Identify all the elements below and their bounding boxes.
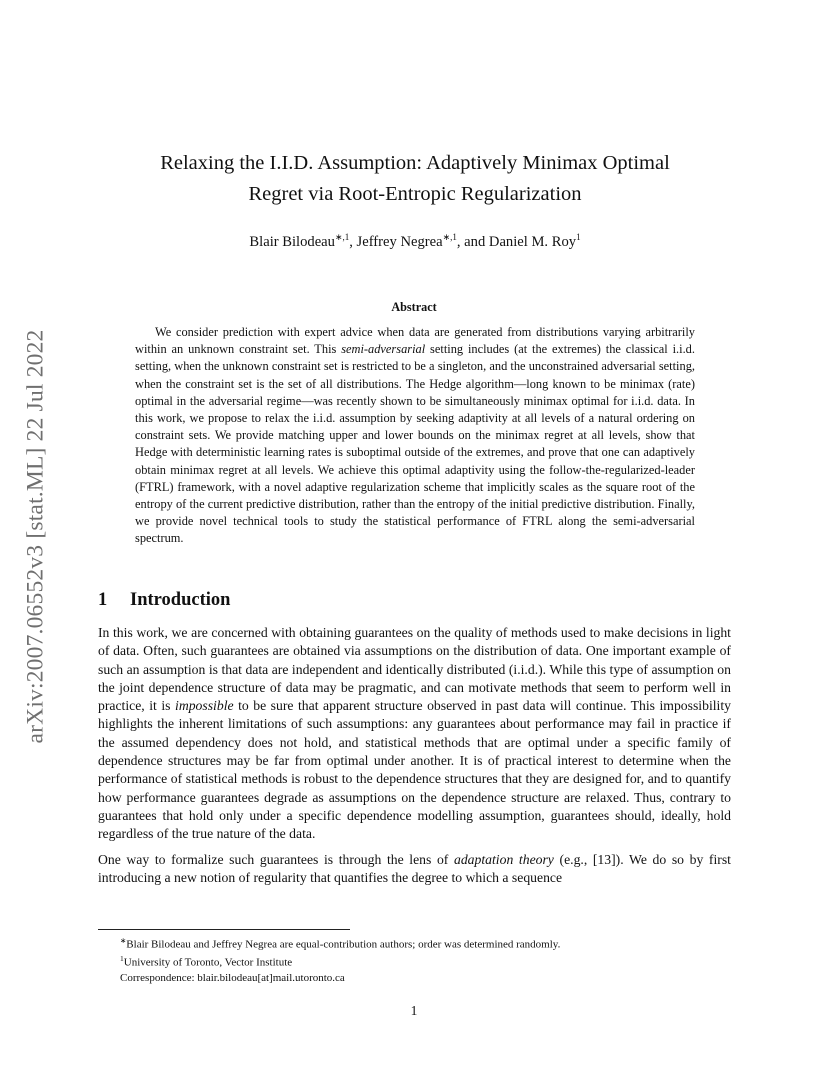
body-text-span: One way to formalize such guarantees is through the lens of bbox=[98, 851, 454, 867]
footnote-text: Correspondence: blair.bilodeau[at]mail.utoronto.ca bbox=[120, 971, 345, 984]
author-list: Blair Bilodeau$^{∗,1}$, Jeffrey Negrea$^{∗,1}$, and Daniel M. Roy$^1$ bbox=[249, 232, 581, 250]
footnote-text: Blair Bilodeau and Jeffrey Negrea are equal-contribution authors; order was determined randomly. bbox=[126, 938, 561, 951]
footnotes bbox=[120, 934, 730, 985]
author-name: Jeffrey Negrea bbox=[356, 233, 443, 250]
body-text-span: (e.g., [13]). We do so by first introducing a new notion of regularity that quantifies the degree to which a sequence bbox=[98, 851, 731, 885]
section-number: 1 bbox=[98, 590, 108, 610]
author-name: Daniel M. Roy bbox=[488, 233, 577, 250]
abstract-body bbox=[135, 324, 695, 548]
abstract-emphasis: semi-adversarial bbox=[341, 342, 426, 357]
body-paragraph-1 bbox=[98, 624, 731, 844]
body-text-span: In this work, we are concerned with obtaining guarantees on the quality of methods used to make decisions in light of data. Often, such guarantees are obtained via assumptions on the distribution of data. One important example of such an assumption is that data are independent and identically distributed (i.i.d.). While this type of assumption on the joint dependence structure of data may be pragmatic, and can motivate methods that seem to perform well in practice, it is bbox=[98, 625, 731, 714]
title-line-1: Relaxing the I.I.D. Assumption: Adaptively Minimax Optimal bbox=[160, 152, 670, 174]
paper-title bbox=[95, 148, 735, 210]
footnote-text: University of Toronto, Vector Institute bbox=[123, 956, 293, 969]
author-marks: ∗,1 bbox=[442, 232, 457, 242]
footnote-mark: 1 bbox=[120, 954, 124, 964]
footnote bbox=[120, 971, 730, 986]
footnote-mark: ∗ bbox=[120, 936, 127, 945]
section-title: Introduction bbox=[130, 590, 231, 610]
page-number: 1 bbox=[410, 1003, 418, 1018]
body-paragraph-2 bbox=[98, 851, 731, 888]
author-marks: ∗,1 bbox=[334, 232, 350, 242]
body-emphasis: adaptation theory bbox=[453, 851, 554, 867]
footnote bbox=[120, 934, 730, 952]
abstract-heading: Abstract bbox=[391, 300, 437, 314]
arxiv-identifier: arXiv:2007.06552v3 [stat.ML] 22 Jul 2022 bbox=[22, 329, 49, 743]
title-line-2: Regret via Root-Entropic Regularization bbox=[248, 183, 582, 205]
abstract-paragraph bbox=[135, 324, 695, 548]
arxiv-sidebar bbox=[6, 0, 66, 1072]
body-emphasis: impossible bbox=[175, 698, 234, 714]
abstract-text: setting includes (at the extremes) the classical i.i.d. setting, when the unknown constraint set is restricted to be a singleton, and the unconstrained adversarial setting, when the constraint set is the set of all distributions. The Hedge algorithm—long known to be minimax (rate) optimal in the adversarial regime—was recently shown to be simultaneously minimax optimal for i.i.d. data. In this work, we propose to relax the i.i.d. assumption by seeking adaptivity at all levels of a natural ordering on constraint sets. We provide matching upper and lower bounds on the minimax regret at all levels, show that Hedge with deterministic learning rates is suboptimal outside of the extremes, and prove that one can adaptively obtain minimax regret at all levels. We achieve this optimal adaptivity using the follow-the-regularized-leader (FTRL) framework, with a novel adaptive regularization scheme that implicitly scales as the square root of the entropy of the current predictive distribution, rather than the entropy of the initial predictive distribution. Finally, we provide novel technical tools to study the statistical performance of FTRL along the semi-adversarial spectrum. bbox=[135, 342, 695, 546]
author-marks: 1 bbox=[576, 232, 581, 242]
author-name: Blair Bilodeau bbox=[249, 233, 335, 250]
footnote-rule bbox=[98, 929, 350, 930]
body-text-span: to be sure that apparent structure observed in past data will continue. This impossibility highlights the inherent limitations of such assumptions: any guarantees about performance may fail in practice if the assumed dependency does not hold, and statistical methods that are optimal under a specific family of dependence structures may be far from optimal under another. It is of practical interest to determine when the performance of statistical methods is robust to the dependence structures that they are designed for, and to quantify how performance guarantees degrade as assumptions on the dependence structure are relaxed. Thus, contrary to guarantees that hold only under a specific dependence modelling assumption, guarantees should, ideally, hold regardless of the true nature of the data. bbox=[98, 698, 731, 842]
abstract-text: We consider prediction with expert advice when data are generated from distributions varying arbitrarily within an unknown constraint set. This bbox=[135, 325, 695, 357]
body-text bbox=[98, 624, 731, 894]
section-heading bbox=[98, 590, 230, 611]
footnote bbox=[120, 952, 730, 970]
